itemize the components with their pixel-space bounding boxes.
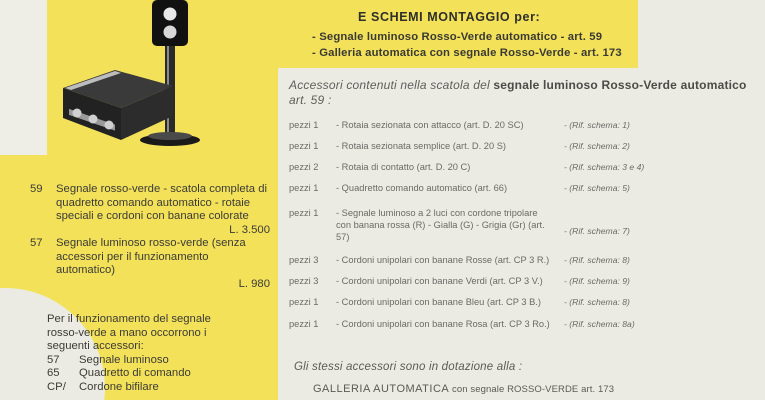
header-line-1: - Segnale luminoso Rosso-Verde automatico - art. 59 [312, 31, 603, 43]
accessory-desc: - Segnale luminoso a 2 luci con cordone tripolare con banana rossa (R) - Gialla (G) - Grigia (Gr) (art. 57) [336, 208, 545, 242]
accessory-ref: - (Rif. schema: 1) [564, 120, 630, 130]
accessory-desc: - Cordoni unipolari con banane Rosa (art. CP 3 Ro.) [336, 319, 550, 329]
accessory-ref: - (Rif. schema: 8) [564, 255, 630, 265]
catalog-entry [30, 237, 270, 291]
accessory-qty: pezzi 1 [289, 208, 319, 218]
catalog-text: Segnale rosso-verde - scatola completa di quadretto comando automatico - rotaie speciali e cordoni con banane colorate [56, 183, 267, 222]
terminal-3 [105, 121, 114, 130]
accessory-desc: - Quadretto comando automatico (art. 66) [336, 183, 508, 193]
accessory-ref: - (Rif. schema: 7) [564, 226, 630, 236]
left-margin-strip [0, 0, 47, 155]
required-text: Per il funzionamento del segnale rosso-verde a mano occorrono i seguenti accessori: [47, 313, 211, 352]
accessory-desc: - Cordoni unipolari con banane Verdi (art. CP 3 V.) [336, 276, 543, 286]
accessory-ref: - (Rif. schema: 8) [564, 297, 630, 307]
catalog-price: L. 3.500 [229, 223, 270, 236]
accessory-desc: - Rotaia sezionata con attacco (art. D. 20 SC) [336, 120, 524, 130]
accessory-qty: pezzi 1 [289, 120, 319, 130]
accessory-ref: - (Rif. schema: 2) [564, 141, 630, 151]
header-title: E SCHEMI MONTAGGIO per: [358, 10, 541, 24]
accessory-desc: - Cordoni unipolari con banane Rosse (art. CP 3 R.) [336, 255, 550, 265]
footer-galleria-detail: con segnale ROSSO-VERDE art. 173 [449, 384, 615, 395]
header-line-2: - Galleria automatica con segnale Rosso-Verde - art. 173 [312, 47, 622, 59]
required-item [47, 354, 237, 368]
intro-suffix: art. 59 : [289, 93, 332, 107]
catalog-number: 59 [30, 183, 43, 195]
required-item [47, 367, 237, 381]
catalog-list [30, 183, 270, 291]
accessory-qty: pezzi 1 [289, 183, 319, 193]
intro-prefix: Accessori contenuti nella scatola del [289, 78, 494, 92]
accessory-ref: - (Rif. schema: 3 e 4) [564, 162, 645, 172]
required-code: CP/ [47, 380, 66, 393]
required-item [47, 381, 237, 395]
accessory-qty: pezzi 3 [289, 255, 319, 265]
signal-light-bottom [164, 26, 177, 39]
signal-illustration [55, 0, 270, 160]
required-accessories [47, 313, 237, 394]
accessory-qty: pezzi 3 [289, 276, 319, 286]
catalog-number: 57 [30, 237, 43, 249]
accessory-qty: pezzi 1 [289, 319, 319, 329]
required-code: 65 [47, 367, 60, 379]
signal-light-top [164, 8, 177, 21]
accessory-qty: pezzi 2 [289, 162, 319, 172]
catalog-entry [30, 183, 270, 237]
terminal-2 [89, 115, 98, 124]
accessory-ref: - (Rif. schema: 8a) [564, 319, 635, 329]
accessory-ref: - (Rif. schema: 5) [564, 183, 630, 193]
accessory-desc: - Cordoni unipolari con banane Bleu (art. CP 3 B.) [336, 297, 541, 307]
signal-head [152, 0, 188, 46]
terminal-1 [73, 109, 82, 118]
required-name: Segnale luminoso [79, 353, 169, 366]
accessory-ref: - (Rif. schema: 9) [564, 276, 630, 286]
intro-bold: segnale luminoso Rosso-Verde automatico [493, 78, 747, 92]
accessory-qty: pezzi 1 [289, 297, 319, 307]
accessory-desc: - Rotaia di contatto (art. D. 20 C) [336, 162, 471, 172]
footer-line-1: Gli stessi accessori sono in dotazione alla : [294, 361, 523, 373]
required-name: Quadretto di comando [79, 367, 191, 379]
accessory-list [289, 0, 765, 400]
catalog-price: L. 980 [238, 277, 270, 290]
footer-galleria: GALLERIA AUTOMATICA [313, 383, 450, 395]
catalog-text: Segnale luminoso rosso-verde (senza accessori per il funzionamento automatico) [56, 237, 246, 276]
accessory-desc: - Rotaia sezionata semplice (art. D. 20 S) [336, 141, 506, 151]
footer-line-2 [313, 383, 614, 395]
required-code: 57 [47, 353, 60, 366]
accessory-qty: pezzi 1 [289, 141, 319, 151]
required-name: Cordone bifilare [79, 380, 159, 393]
